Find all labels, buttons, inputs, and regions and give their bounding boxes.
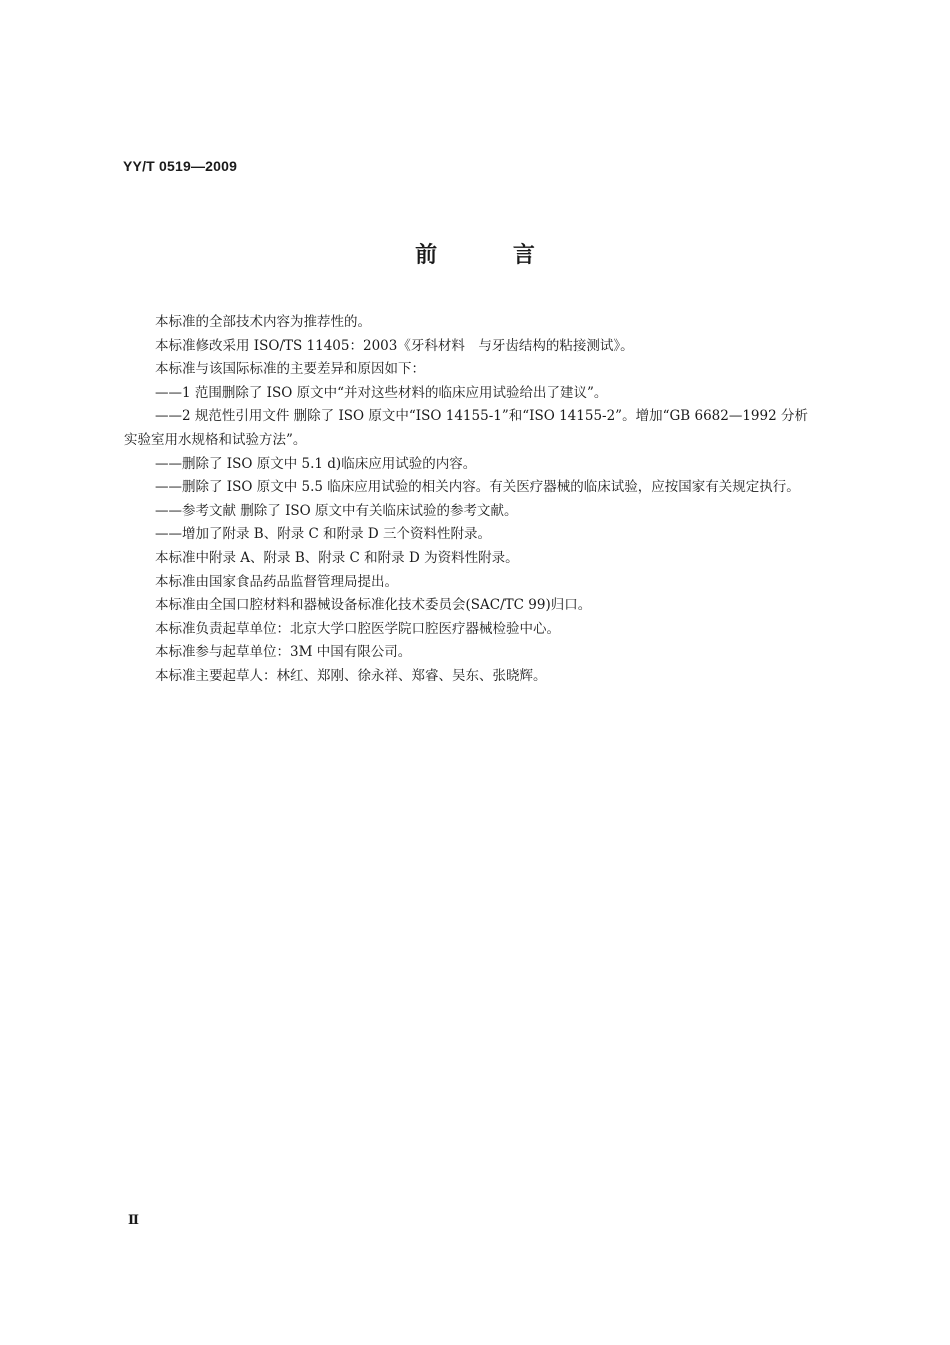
paragraph: 本标准与该国际标准的主要差异和原因如下：	[155, 361, 425, 378]
list-item: ——1 范围删除了 ISO 原文中“并对这些材料的临床应用试验给出了建议”。	[155, 384, 608, 401]
document-body	[124, 311, 820, 689]
list-item: ——2 规范性引用文件 删除了 ISO 原文中“ISO 14155-1”和“ISO 14155-2”。增加“GB 6682—1992 分析实验室用水规格和试验方法”。	[124, 408, 808, 448]
page-title: 前 言	[415, 243, 569, 268]
paragraph: 本标准参与起草单位：3M 中国有限公司。	[155, 644, 412, 661]
standard-code: YY/T 0519—2009	[123, 158, 238, 174]
list-item: ——增加了附录 B、附录 C 和附录 D 三个资料性附录。	[155, 526, 492, 543]
list-item: ——删除了 ISO 原文中 5.5 临床应用试验的相关内容。有关医疗器械的临床试验，应按国家有关规定执行。	[155, 479, 800, 496]
paragraph: 本标准负责起草单位：北京大学口腔医学院口腔医疗器械检验中心。	[155, 620, 560, 637]
paragraph: 本标准由全国口腔材料和器械设备标准化技术委员会(SAC/TC 99)归口。	[155, 597, 592, 614]
paragraph: 本标准中附录 A、附录 B、附录 C 和附录 D 为资料性附录。	[155, 549, 519, 566]
paragraph: 本标准修改采用 ISO/TS 11405：2003《牙科材料 与牙齿结构的粘接测试》。	[155, 337, 634, 354]
list-item: ——参考文献 删除了 ISO 原文中有关临床试验的参考文献。	[155, 502, 518, 519]
page-number: Ⅱ	[128, 1213, 139, 1228]
paragraph: 本标准的全部技术内容为推荐性的。	[155, 314, 371, 330]
paragraph: 本标准由国家食品药品监督管理局提出。	[155, 573, 398, 590]
paragraph: 本标准主要起草人：林红、郑刚、徐永祥、郑睿、吴东、张晓辉。	[155, 667, 547, 684]
list-item: ——删除了 ISO 原文中 5.1 d)临床应用试验的内容。	[155, 455, 477, 472]
